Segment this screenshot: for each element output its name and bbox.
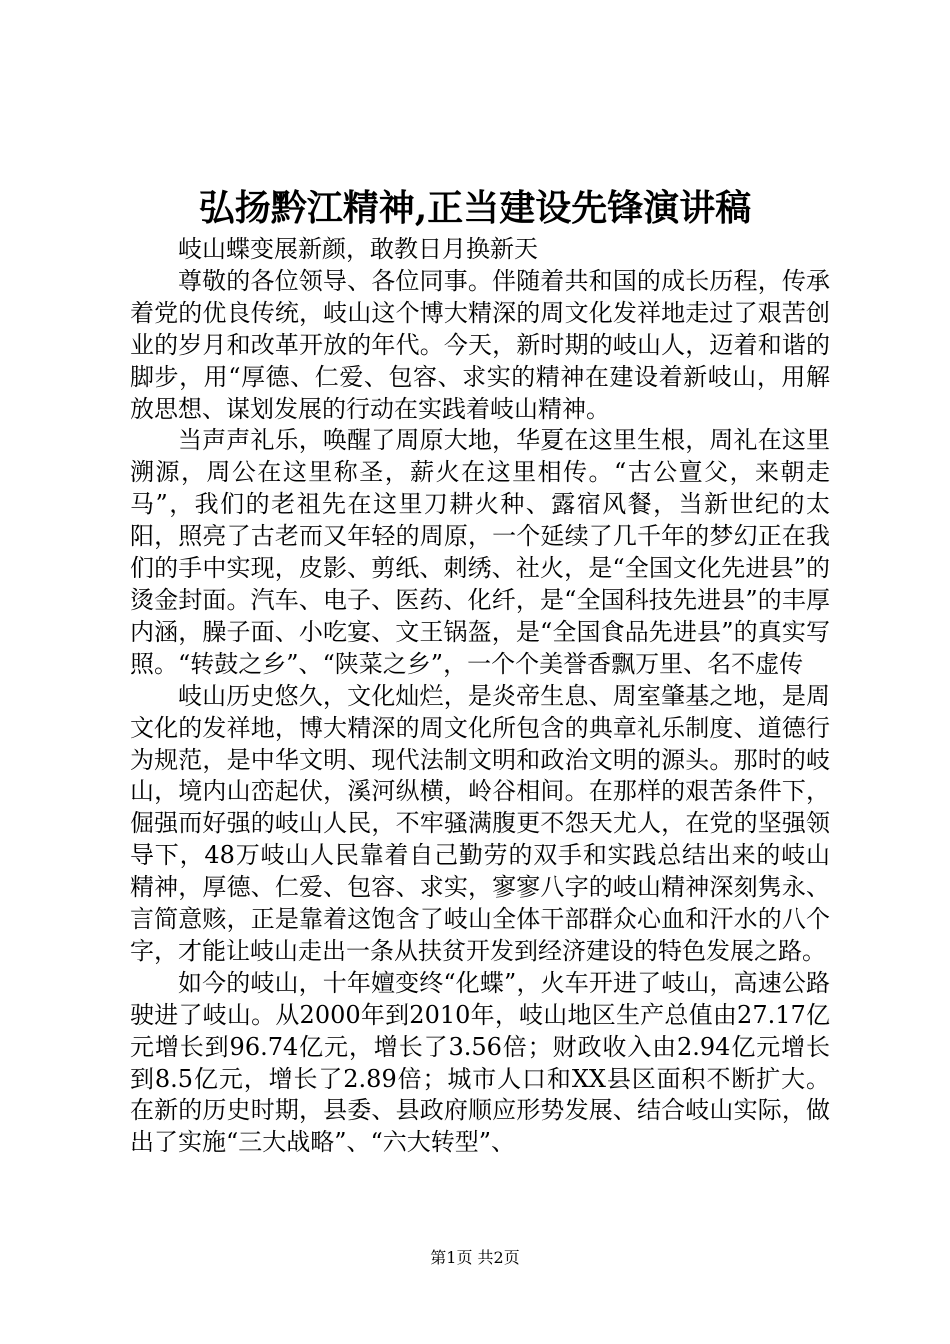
body-paragraph: 尊敬的各位领导、各位同事。伴随着共和国的成长历程，传承着党的优良传统，岐山这个博大精深的周文化发祥地走过了艰苦创业的岁月和改革开放的年代。今天，新时期的岐山人，迈着和谐的脚步，用“厚德、仁爱、包容、求实的精神在建设着新岐山，用解放思想、谋划发展的行动在实践着岐山精神。: [130, 266, 830, 423]
body-paragraph: 如今的岐山，十年嬗变终“化蝶”，火车开进了岐山，高速公路驶进了岐山。从2000年到2010年，岐山地区生产总值由27.17亿元增长到96.74亿元，增长了3.56倍；财政收入由2.94亿元增长到8.5亿元，增长了2.89倍；城市人口和XX县区面积不断扩大。在新的历史时期，县委、县政府顺应形势发展、结合岐山实际，做出了实施“三大战略”、“六大转型”、: [130, 968, 830, 1157]
subtitle-paragraph: 岐山蝶变展新颜，敢教日月换新天: [178, 235, 538, 263]
document-title: 弘扬黔江精神,正当建设先锋演讲稿: [198, 187, 752, 229]
body-paragraph: 当声声礼乐，唤醒了周原大地，华夏在这里生根，周礼在这里溯源，周公在这里称圣，薪火在这里相传。“古公亶父，来朝走马”，我们的老祖先在这里刀耕火种、露宿风餐，当新世纪的太阳，照亮了古老而又年轻的周原，一个延续了几千年的梦幻正在我们的手中实现，皮影、剪纸、刺绣、社火，是“全国文化先进县”的烫金封面。汽车、电子、医药、化纤，是“全国科技先进县”的丰厚内涵，臊子面、小吃宴、文王锅盔，是“全国食品先进县”的真实写照。“转鼓之乡”、“陕菜之乡”，一个个美誉香飘万里、名不虚传: [130, 426, 830, 678]
page-footer: 第1页 共2页: [430, 1248, 520, 1267]
document-body: [130, 234, 830, 1159]
body-paragraph: 岐山历史悠久，文化灿烂，是炎帝生息、周室肇基之地，是周文化的发祥地，博大精深的周文化所包含的典章礼乐制度、道德行为规范，是中华文明、现代法制文明和政治文明的源头。那时的岐山，境内山峦起伏，溪河纵横，岭谷相间。在那样的艰苦条件下，倔强而好强的岐山人民，不牢骚满腹更不怨天尤人，在党的坚强领导下，48万岐山人民靠着自己勤劳的双手和实践总结出来的岐山精神，厚德、仁爱、包容、求实，寥寥八字的岐山精神深刻隽永、言简意赅，正是靠着这饱含了岐山全体干部群众心血和汗水的八个字，才能让岐山走出一条从扶贫开发到经济建设的特色发展之路。: [130, 681, 830, 965]
